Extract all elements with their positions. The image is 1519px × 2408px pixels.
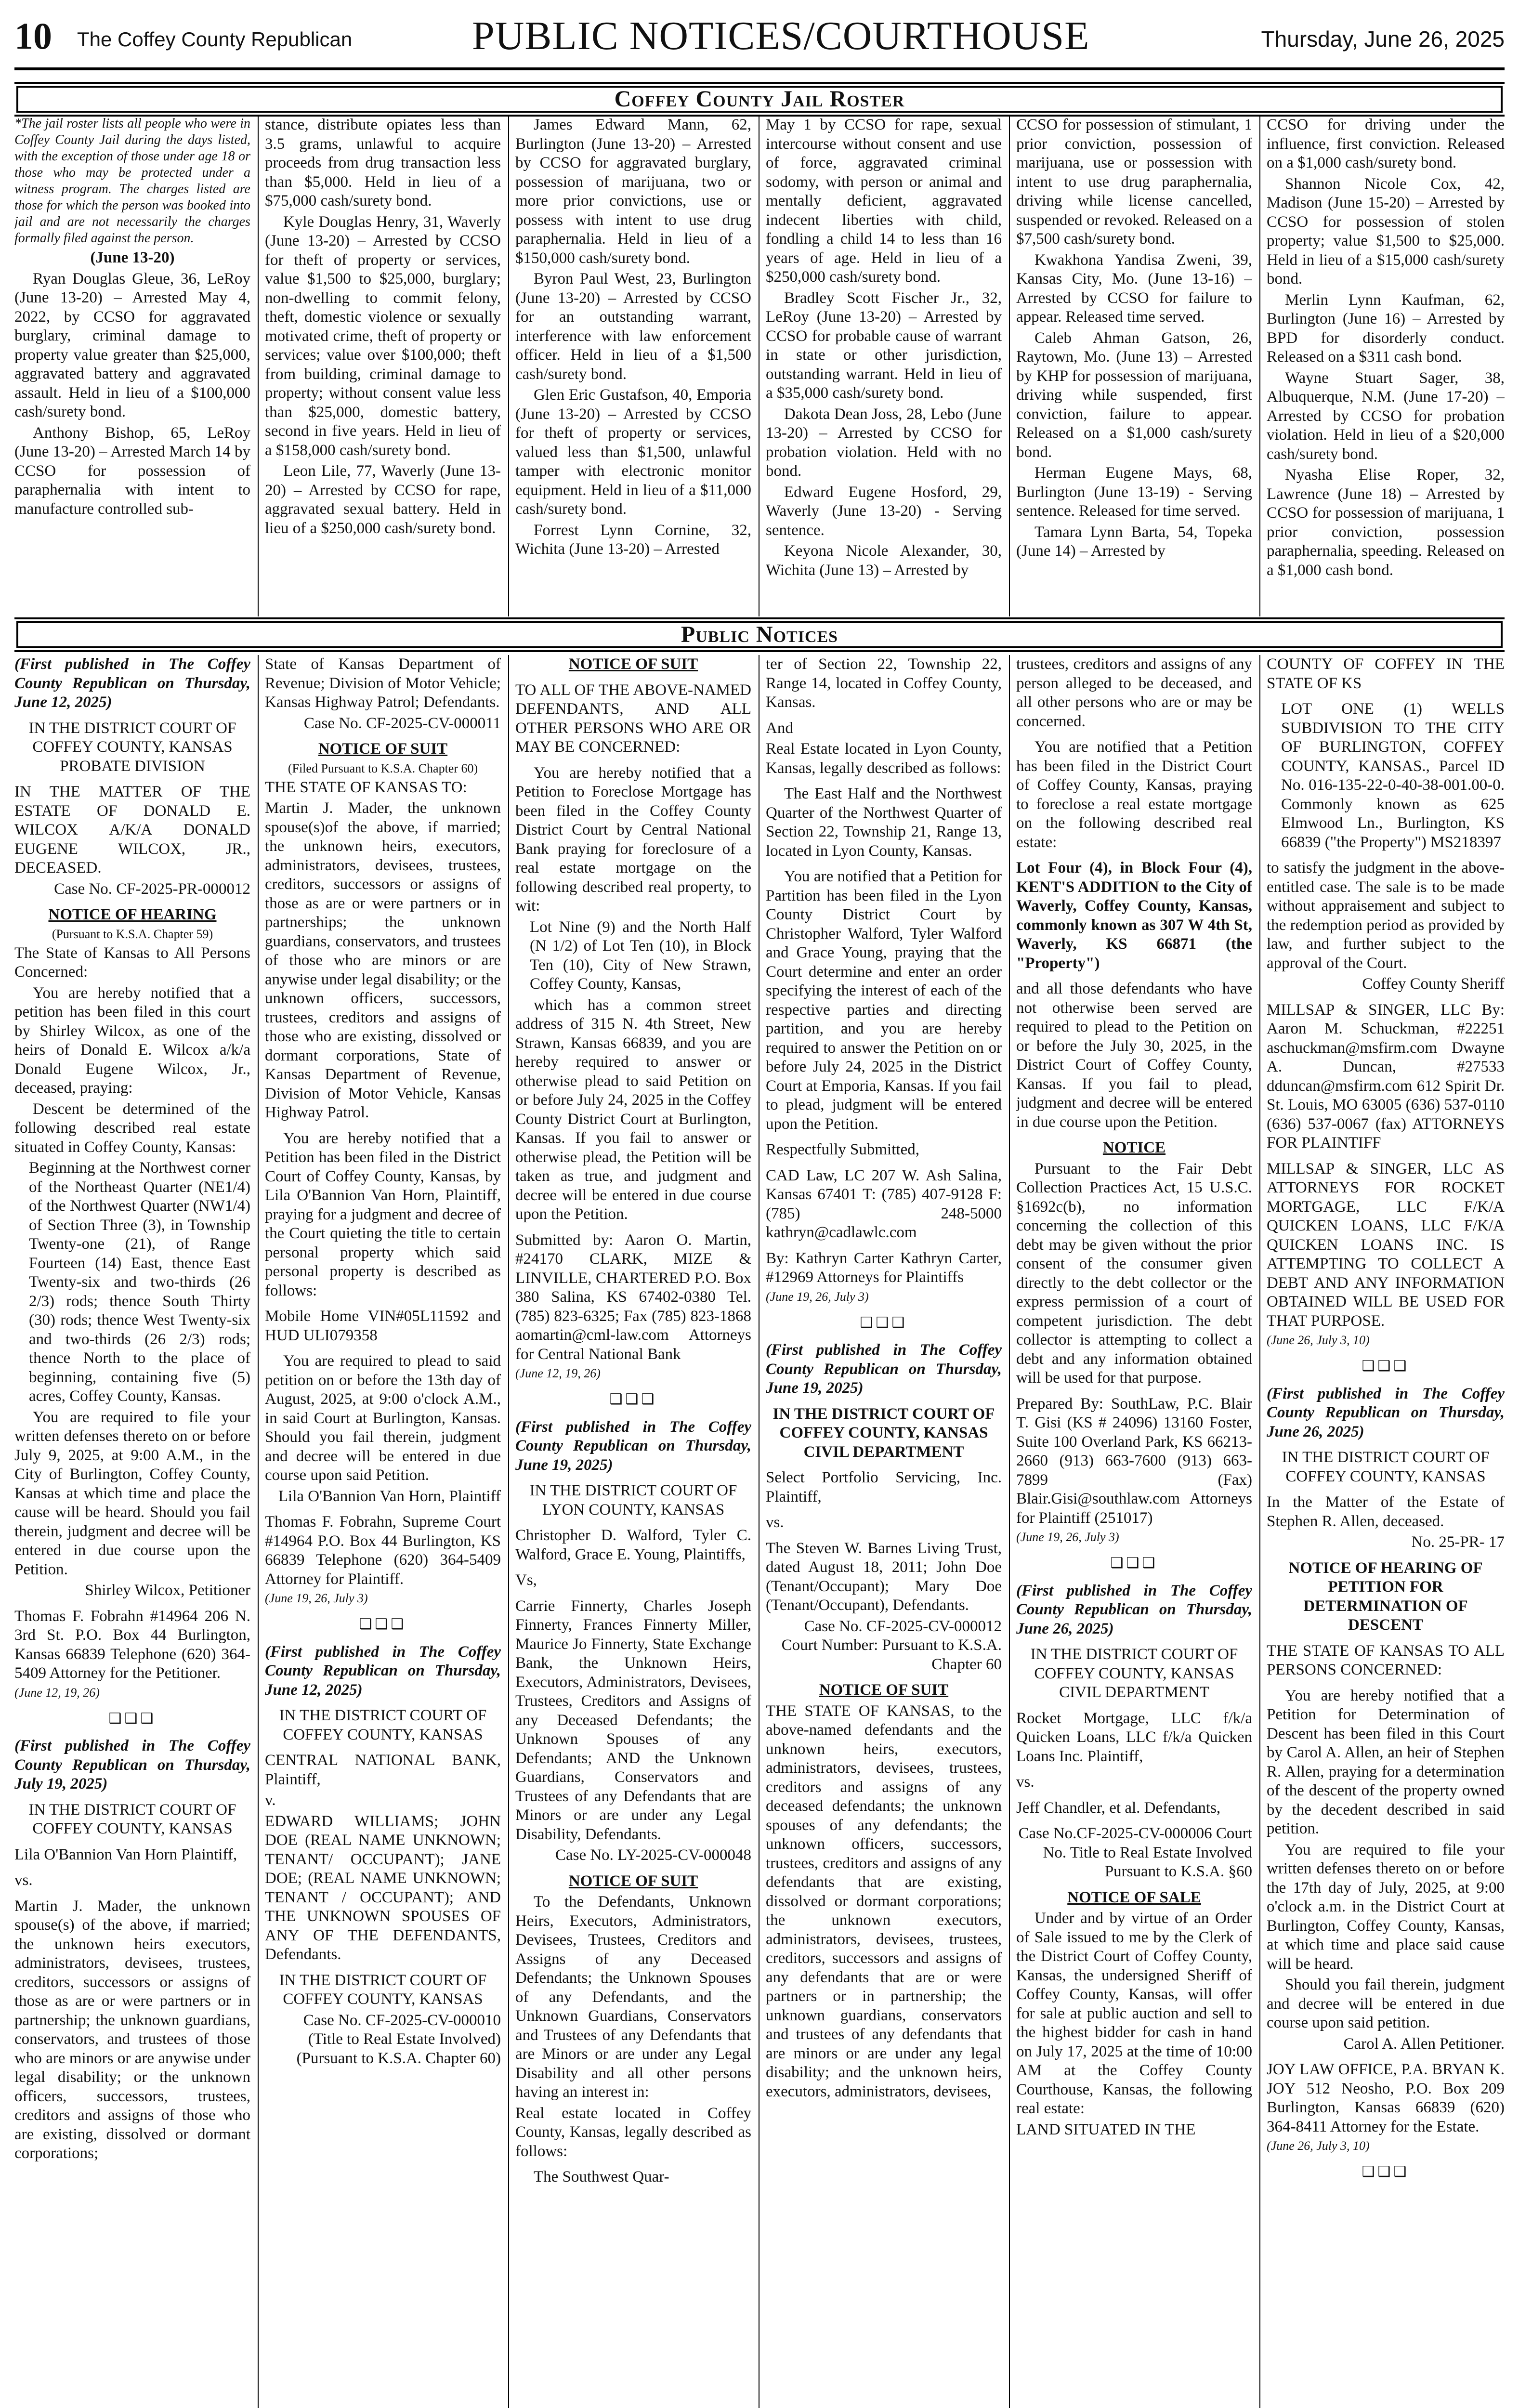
notice-body: TO ALL OF THE ABOVE-NAMED DEFENDANTS, AND ALL OTHER PERSONS WHO ARE OR MAY BE CONCERNED: [515, 681, 751, 756]
notice-body: Pursuant to the Fair Debt Collection Practices Act, 15 U.S.C. §1692c(b), no information concerning the collection of this debt may be given without the prior consent of the consumer given directly to the debt collector or the express permission of a court of competent jurisdiction. The debt collector is attempting to collect a debt and any information obtained will be used for that purpose. [1016, 1160, 1252, 1387]
jail-col-1 [14, 116, 250, 616]
notice-body: Under and by virtue of an Order of Sale issued to me by the Clerk of the District Court of Coffey County, Kansas, the undersigned Sheriff of Coffey County, Kansas, will offer for sale at public auction and sell to the highest bidder for cash in hand on July 17, 2025 at the time of 10:00 AM at the Coffey County Courthouse, Kansas, the following real estate: [1016, 1910, 1252, 2117]
case-caption: Martin J. Mader, the unknown spouse(s) of the above, if married; the unknown heirs executors, administrators, devisees, trustees, creditors, successors or assigns of those as are or were partners or in partnership; the unknown guardians, conservators, and trustees of those who are minors or are anywise under legal disability; or the unknown officers, successors, trustees, creditors and assigns of those who are existing, dissolved or dormant corporations; [14, 1897, 250, 2162]
separator-icon: ❑❑❑ [359, 1616, 407, 1632]
publication-line: (First published in The Coffey County Republican on Thursday, June 12, 2025) [14, 655, 250, 711]
signature: Coffey County Sheriff [1362, 975, 1505, 993]
case-caption: Select Portfolio Servicing, Inc. Plaintiff, [766, 1469, 1002, 1505]
roster-entry: Keyona Nicole Alexander, 30, Wichita (June 13) – Arrested by [766, 542, 1002, 579]
notice-body: You are required to plead to said petition on or before the 13th day of August, 2025, at 9:00 o'clock A.M., in said Court at Burlington, Kansas. Should you fail therein, judgment and decree will be entered in due course upon said Petition. [265, 1352, 501, 1484]
notice-body: Real estate located in Coffey County, Kansas, legally described as follows: [515, 2104, 751, 2160]
notice-body: You are notified that a Petition has been filed in the District Court of Coffey County, Kansas, praying to foreclose a real estate mortgage on the following described real estate: [1016, 738, 1252, 851]
case-caption: v. [265, 1792, 276, 1809]
separator-icon: ❑❑❑ [1362, 2164, 1410, 2180]
notice-body: You are required to file your written defenses thereto on or before the 17th day of July, 2025, at 9:00 o'clock a.m. in the District Court at Burlington, Coffey County, Kansas, at which time and place said cause will be heard. [1267, 1841, 1505, 1973]
notice-body: You are hereby notified that a Petition has been filed in the District Court of Coffey County, Kansas, by Lila O'Bannion Van Horn, Plaintiff, praying for a judgment and decree of the Court quieting the title to certain personal property which said personal property is described as follows: [265, 1129, 501, 1299]
case-caption: Rocket Mortgage, LLC f/k/a Quicken Loans, LLC f/k/a Quicken Loans Inc. Plaintiff, [1016, 1709, 1252, 1765]
roster-entry: CCSO for possession of stimulant, 1 prior conviction, possession of marijuana, use or possession with intent to use drug paraphernalia, driving while license cancelled, suspended or revoked. Released on a $7,500 cash/surety bond. [1016, 116, 1252, 248]
roster-entry: Ryan Douglas Gleue, 36, LeRoy (June 13-20) – Arrested May 4, 2022, by CCSO for aggravated burglary, criminal damage to property value greater than $25,000, aggravated battery and aggravated assault. Held in lieu of a $100,000 cash/surety bond. [14, 270, 250, 420]
legal-description: LOT ONE (1) WELLS SUBDIVISION TO THE CITY OF BURLINGTON, COFFEY COUNTY, KANSAS., Parcel ID No. 016-135-22-0-40-38-001.00-0. Commonly known as 625 Elmwood Ln., Burlington, KS 66839 ("the Property") MS218397 [1281, 700, 1505, 851]
publication-dates: (June 12, 19, 26) [14, 1685, 100, 1700]
roster-entry: May 1 by CCSO for rape, sexual intercourse without consent and use of force, aggravated criminal sodomy, with person or animal and mentally deficient, aggravated indecent liberties with child, fondling a child 14 to less than 16 years of age. Held in lieu of a $250,000 cash/surety bond. [766, 116, 1002, 286]
paper-name: The Coffey County Republican [77, 28, 353, 51]
attorney-block: Prepared By: SouthLaw, P.C. Blair T. Gisi (KS # 24096) 13160 Foster, Suite 100 Overland Park, KS 66213-2660 (913) 663-7600 (913) 663-7899 (Fax) Blair.Gisi@southlaw.com Attorneys for Plaintiff (251017) [1016, 1395, 1252, 1527]
publication-line: (First published in The Coffey County Republican on Thursday, June 19, 2025) [515, 1418, 751, 1474]
case-caption: Carrie Finnerty, Charles Joseph Finnerty, Frances Finnerty Miller, Maurice Jo Finnerty, State Exchange Bank, the Unknown Heirs, Executors, Administrators, Devisees, Trustees, Creditors and Assigns of any Deceased Defendants; the Unknown Spouses of any Defendants; AND the Unknown Guardians, Conservators and Trustees of any Defendants that are Minors or are under any Legal Disability, Defendants. [515, 1597, 751, 1843]
attorney-block: Thomas F. Fobrahn, Supreme Court #14964 P.O. Box 44 Burlington, KS 66839 Telephone (620) 364-5409 Attorney for Plaintiff. [265, 1513, 501, 1588]
roster-entry: Glen Eric Gustafson, 40, Emporia (June 13-20) – Arrested by CCSO for theft of property or services, valued less than $1,500, unlawful tamper with electronic monitor equipment. Held in lieu of a $11,000 cash/surety bond. [515, 386, 751, 518]
publication-line: (First published in The Coffey County Republican on Thursday, June 12, 2025) [265, 1643, 501, 1699]
case-caption: vs. [766, 1514, 784, 1531]
court-caption: IN THE DISTRICT COURT OF COFFEY COUNTY, KANSAS [279, 1707, 487, 1743]
attorney-block: By: Kathryn Carter Kathryn Carter, #12969 Attorneys for Plaintiffs [766, 1249, 1002, 1286]
legal-description: Beginning at the Northwest corner of the Northeast Quarter (NE1/4) of the Northwest Quarter (NW1/4) of Section Three (3), in Township Twenty-one (21), of Range Fourteen (14) East, thence East Twenty-six and two-thirds (26 2/3) rods; thence South Thirty (30) rods; thence West Twenty-six and two-thirds (26 2/3) rods; thence North to the place of beginning, containing five (5) acres, Coffey County, Kansas. [29, 1159, 250, 1405]
attorney-block: Submitted by: Aaron O. Martin, #24170 CLARK, MIZE & LINVILLE, CHARTERED P.O. Box 380 Salina, KS 67402-0380 Tel. (785) 823-6325; Fax (785) 823-1868 aomartin@cml-law.com Attorneys for Central National Bank [515, 1231, 751, 1363]
separator-icon: ❑❑❑ [860, 1314, 908, 1331]
notice-body: trustees, creditors and assigns of any person alleged to be deceased, and all other persons who are or may be concerned. [1016, 655, 1252, 730]
jail-col-5 [1016, 116, 1252, 616]
roster-entry: Edward Eugene Hosford, 29, Waverly (June 13-20) - Serving sentence. [766, 483, 1002, 539]
roster-entry: Kwakhona Yandisa Zweni, 39, Kansas City, Mo. (June 13-16) – Arrested by CCSO for failure to appear. Released time served. [1016, 251, 1252, 326]
notice-col-5 [1016, 655, 1252, 2408]
notice-heading: NOTICE OF HEARING OF PETITION FOR DETERMINATION OF DESCENT [1288, 1559, 1483, 1634]
notice-body: and all those defendants who have not otherwise been served are required to plead to the Petition on or before the July 30, 2025, in the District Court of Coffey County, Kansas. If you fail to plead, judgment and decree will be entered in due course upon the Petition. [1016, 980, 1252, 1131]
case-caption: The Steven W. Barnes Living Trust, dated August 18, 2011; John Doe (Tenant/Occupant); Mary Doe (Tenant/Occupant), Defendants. [766, 1539, 1002, 1614]
case-caption: IN THE MATTER OF THE ESTATE OF DONALD E. WILCOX A/K/A DONALD EUGENE WILCOX, JR., DECEASED. [14, 783, 250, 877]
roster-entry: Kyle Douglas Henry, 31, Waverly (June 13-20) – Arrested by CCSO for theft of property or services, value $1,500 to $25,000, burglary; non-dwelling to commit felony, theft, domestic violence or sexually motivated crime, theft of property or services; value over $100,000; theft from building, criminal damage to property; without consent value less than $25,000, domestic battery, second in five years. Held in lieu of a $158,000 cash/surety bond. [265, 213, 501, 459]
property-description: Mobile Home VIN#05L11592 and HUD ULI079358 [265, 1308, 501, 1344]
court-caption: IN THE DISTRICT COURT OF COFFEY COUNTY, KANSAS CIVIL DEPARTMENT [773, 1405, 995, 1461]
roster-entry: Bradley Scott Fischer Jr., 32, LeRoy (June 13-20) – Arrested by CCSO for probable cause of warrant in state or other jurisdiction, outstanding warrant. Held in lieu of a $35,000 cash/surety bond. [766, 289, 1002, 402]
case-caption: Christopher D. Walford, Tyler C. Walford, Grace E. Young, Plaintiffs, [515, 1527, 751, 1563]
notice-body: Should you fail therein, judgment and decree will be entered in due course upon said petition. [1267, 1976, 1505, 2031]
jail-roster-header: Coffey County Jail Roster [14, 82, 1505, 117]
publication-dates: (June 19, 26, July 3) [265, 1591, 368, 1605]
masthead [14, 10, 1505, 70]
notice-col-3 [515, 655, 751, 2408]
notice-heading: NOTICE OF HEARING [48, 906, 217, 923]
publication-dates: (June 26, July 3, 10) [1267, 2139, 1370, 2153]
notice-heading: NOTICE OF SUIT [819, 1681, 949, 1699]
roster-dates: (June 13-20) [90, 249, 175, 266]
signature: Lila O'Bannion Van Horn, Plaintiff [278, 1487, 501, 1505]
roster-entry: Herman Eugene Mays, 68, Burlington (June 13-19) - Serving sentence. Released for time served. [1016, 464, 1252, 520]
signature: Shirley Wilcox, Petitioner [85, 1582, 250, 1599]
publication-dates: (June 12, 19, 26) [515, 1366, 601, 1380]
case-caption: State of Kansas Department of Revenue; Division of Motor Vehicle; Kansas Highway Patrol; Defendants. [265, 655, 501, 711]
notice-body: Respectfully Submitted, [766, 1141, 919, 1158]
case-caption: Lila O'Bannion Van Horn Plaintiff, [14, 1845, 237, 1863]
notice-body: Martin J. Mader, the unknown spouse(s)of the above, if married; the unknown heirs, executors, administrators, devisees, trustees, creditors, successors or assigns of those as are or were partners or in partnerships; the unknown guardians, conservators, and trustees of those who are minors or are anywise under legal disability; or the unknown officers, successors, trustees, creditors and assigns of those who are existing, dissolved or dormant corporations, State of Kansas Department of Revenue, Division of Motor Vehicle, Kansas Highway Patrol. [265, 799, 501, 1121]
attorney-block: MILLSAP & SINGER, LLC By: Aaron M. Schuckman, #22251 aschuckman@msfirm.com Dwayne A. Duncan, #27533 dduncan@msfirm.com 612 Spirit Dr. St. Louis, MO 63005 (636) 537-0110 (636) 537-0067 (fax) ATTORNEYS FOR PLAINTIFF [1267, 1001, 1505, 1152]
roster-entry: Tamara Lynn Barta, 54, Topeka (June 14) – Arrested by [1016, 523, 1252, 560]
roster-entry: Merlin Lynn Kaufman, 62, Burlington (June 16) – Arrested by BPD for disorderly conduct. Released on a $311 cash bond. [1267, 291, 1505, 366]
court-caption: IN THE DISTRICT COURT OF COFFEY COUNTY, KANSAS PROBATE DIVISION [28, 719, 236, 775]
jail-col-3 [515, 116, 751, 616]
publication-dates: (June 19, 26, July 3) [1016, 1530, 1119, 1544]
notice-body: THE STATE OF KANSAS, to the above-named defendants and the unknown heirs, executors, administrators, devisees, trustees, creditors and assigns of any deceased defendants; the unknown spouses of any defendants; the unknown officers, successors, trustees, creditors and assigns of any defendants that are existing, dissolved or dormant corporations; the unknown executors, administrators, devisees, trustees, creditors, successors and assigns of any defendants that are or were partners or in partnership; the unknown guardians, conservators and trustees of any defendants that are minors or are under any legal disability; and the unknown heirs, executors, administrators, devisees, [766, 1702, 1002, 2100]
case-caption: vs. [14, 1871, 33, 1889]
roster-entry: Caleb Ahman Gatson, 26, Raytown, Mo. (June 13) – Arrested by KHP for possession of marijuana, driving while suspended, first conviction, failure to appear. Released on a $1,000 cash/surety bond. [1016, 329, 1252, 461]
case-number: Case No. CF-2025-CV-000010 (Title to Real Estate Involved) (Pursuant to K.S.A. Chapter 60) [296, 2011, 501, 2067]
case-caption: Vs, [515, 1571, 537, 1589]
case-number: Case No.CF-2025-CV-000006 Court No. Title to Real Estate Involved Pursuant to K.S.A. §60 [1018, 1825, 1252, 1880]
issue-date: Thursday, June 26, 2025 [1261, 26, 1505, 52]
publication-dates: (June 19, 26, July 3) [766, 1289, 869, 1304]
case-number: Case No. LY-2025-CV-000048 [555, 1846, 751, 1864]
separator-icon: ❑❑❑ [609, 1391, 657, 1407]
notice-body: You are hereby notified that a petition has been filed in this court by Shirley Wilcox, as one of the heirs of Donald E. Wilcox a/k/a Donald Eugene Wilcox, Jr., deceased, praying: [14, 984, 250, 1097]
legal-description: Lot Four (4), in Block Four (4), KENT'S ADDITION to the City of Waverly, Coffey County, Kansas, commonly known as 307 W 4th St, Waverly, KS 66871 (the "Property") [1016, 859, 1252, 972]
notice-body: To the Defendants, Unknown Heirs, Executors, Administrators, Devisees, Trustees, Creditors and Assigns of any Deceased Defendants; the Unknown Spouses of any Defendants, and the Unknown Guardians, Conservators and Trustees of any Defendants that are Minors or are under any Legal Disability and all other persons having an interest in: [515, 1893, 751, 2101]
notice-col-2 [265, 655, 501, 2408]
notice-body: You are hereby notified that a Petition for Determination of Descent has been filed in this Court by Carol A. Allen, an heir of Stephen R. Allen, praying for a determination of the descent of the property owned by the decedent described in said petition. [1267, 1687, 1505, 1837]
case-caption: vs. [1016, 1773, 1034, 1791]
publication-line: (First published in The Coffey County Republican on Thursday, July 19, 2025) [14, 1737, 250, 1793]
notice-col-6 [1267, 655, 1505, 2408]
case-caption: EDWARD WILLIAMS; JOHN DOE (REAL NAME UNKNOWN; TENANT/ OCCUPANT); JANE DOE; (REAL NAME UNKNOWN; TENANT / OCCUPANT); AND THE UNKNOWN SPOUSES OF ANY OF THE DEFENDANTS, Defendants. [265, 1812, 501, 1963]
case-caption: Jeff Chandler, et al. Defendants, [1016, 1799, 1221, 1817]
case-number: Case No. CF-2025-CV-000012 Court Number: Pursuant to K.S.A. Chapter 60 [781, 1617, 1002, 1673]
public-notices-header: Public Notices [14, 617, 1505, 652]
notice-col-4 [766, 655, 1002, 2408]
newspaper-page [14, 10, 1505, 2408]
notice-body: Descent be determined of the following described real estate situated in Coffey County, Kansas: [14, 1100, 250, 1156]
notice-heading: NOTICE OF SALE [1067, 1888, 1201, 1906]
notice-body: THE STATE OF KANSAS TO: [265, 778, 467, 796]
notice-body: You are notified that a Petition for Partition has been filed in the Lyon County District Court by Christopher Walford, Tyler Walford and Grace Young, praying that the Court determine and enter an order specifying the interest of each of the respective parties and directing partition, and you are hereby required to answer the Petition on or before July 24, 2025 in the District Court at Emporia, Kansas. If you fail to plead, judgment will be entered upon the Petition. [766, 868, 1002, 1133]
roster-entry: Anthony Bishop, 65, LeRoy (June 13-20) – Arrested March 14 by CCSO for possession of paraphernalia with intent to manufacture controlled sub- [14, 424, 250, 518]
jail-col-4 [766, 116, 1002, 616]
roster-entry: James Edward Mann, 62, Burlington (June 13-20) – Arrested by CCSO for aggravated burglary, possession of marijuana, two or more prior convictions, use or possess with intent to use drug paraphernalia. Held in lieu of a $150,000 cash/surety bond. [515, 116, 751, 267]
roster-entry: Shannon Nicole Cox, 42, Madison (June 15-20) – Arrested by CCSO for possession of stolen property; value $1,500 to $25,000. Held in lieu of a $15,000 cash/surety bond. [1267, 175, 1505, 288]
publication-dates: (June 26, July 3, 10) [1267, 1333, 1370, 1347]
roster-entry: stance, distribute opiates less than 3.5 grams, unlawful to acquire proceeds from drug transaction less than $5,000. Held in lieu of a $75,000 cash/surety bond. [265, 116, 501, 209]
section-title: PUBLIC NOTICES/COURTHOUSE [472, 13, 1090, 58]
legal-description: LAND SITUATED IN THE [1016, 2120, 1196, 2138]
legal-description: Lot Nine (9) and the North Half (N 1/2) of Lot Ten (10), in Block Ten (10), City of New Strawn, Coffey County, Kansas, [530, 918, 751, 993]
case-number: No. 25-PR- 17 [1411, 1533, 1505, 1551]
notice-body: And [766, 719, 793, 737]
case-number: Case No. CF-2025-CV-000011 [303, 714, 501, 732]
roster-entry: CCSO for driving under the influence, first conviction. Released on a $1,000 cash/surety bond. [1267, 116, 1505, 171]
separator-icon: ❑❑❑ [1362, 1358, 1410, 1374]
legal-description: ter of Section 22, Township 22, Range 14, located in Coffey County, Kansas. [766, 655, 1002, 711]
court-caption: IN THE DISTRICT COURT OF COFFEY COUNTY, KANSAS [279, 1971, 487, 2008]
attorney-block: Thomas F. Fobrahn #14964 206 N. 3rd St. P.O. Box 44 Burlington, Kansas 66839 Telephone (620) 364-5409 Attorney for the Petitioner. [14, 1607, 250, 1682]
jail-col-2 [265, 116, 501, 616]
court-caption: IN THE DISTRICT COURT OF COFFEY COUNTY, KANSAS CIVIL DEPARTMENT [1030, 1646, 1238, 1701]
roster-entry: Nyasha Elise Roper, 32, Lawrence (June 18) – Arrested by CCSO for possession of marijuana, 1 prior conviction, possession paraphernalia, speeding. Released on a $1,000 cash bond. [1267, 466, 1505, 579]
notice-heading: NOTICE OF SUIT [568, 1872, 698, 1890]
jail-roster [14, 116, 1505, 616]
notice-heading: NOTICE [1102, 1139, 1166, 1156]
jail-col-6 [1267, 116, 1505, 616]
court-caption: IN THE DISTRICT COURT OF COFFEY COUNTY, KANSAS [1282, 1449, 1490, 1485]
publication-line: (First published in The Coffey County Republican on Thursday, June 26, 2025) [1016, 1582, 1252, 1637]
notice-heading: NOTICE OF SUIT [318, 740, 448, 758]
notice-body: Real Estate located in Lyon County, Kansas, legally described as follows: [766, 740, 1002, 777]
separator-icon: ❑❑❑ [1110, 1555, 1158, 1571]
roster-entry: Wayne Stuart Sager, 38, Albuquerque, N.M. (June 17-20) – Arrested by CCSO for probation violation. Held in lieu of a $20,000 cash/surety bond. [1267, 369, 1505, 463]
notice-body: which has a common street address of 315 N. 4th Street, New Strawn, Kansas 66839, and you are hereby required to answer or otherwise plead to said Petition on or before July 24, 2025 in the Coffey County District Court at Burlington, Kansas. If you fail to answer or otherwise plead, the Petition will be taken as true, and judgment and decree will be entered in due course upon the Petition. [515, 996, 751, 1223]
roster-entry: Byron Paul West, 23, Burlington (June 13-20) – Arrested by CCSO for an outstanding warrant, interference with law enforcement officer. Held in lieu of a $1,500 cash/surety bond. [515, 270, 751, 383]
legal-description: The East Half and the Northwest Quarter of the Northwest Quarter of Section 22, Township 21, Range 13, located in Lyon County, Kansas. [766, 785, 1002, 860]
notice-body: You are required to file your written defenses thereto on or before July 9, 2025, at 9:00 A.M., in the City of Burlington, Coffey County, Kansas at which time and place the cause will be heard. Should you fail therein, judgment and decree will be entered in due course upon the Petition. [14, 1408, 250, 1578]
case-caption: In the Matter of the Estate of Stephen R. Allen, deceased. [1267, 1493, 1505, 1530]
legal-description: COUNTY OF COFFEY IN THE STATE OF KS [1267, 655, 1505, 692]
attorney-block: CAD Law, LC 207 W. Ash Salina, Kansas 67401 T: (785) 407-9128 F: (785) 248-5000 kathryn@cadlawlc.com [766, 1166, 1002, 1241]
roster-disclaimer: *The jail roster lists all people who were in Coffey County Jail during the days listed, with the exception of those under age 18 or those who may be protected under a witness program. The charges listed are those for which the person was booked into jail and are not necessarily the charges formally filed against the person. [14, 116, 250, 246]
page-number: 10 [14, 15, 52, 57]
court-caption: IN THE DISTRICT COURT OF LYON COUNTY, KANSAS [529, 1482, 737, 1518]
signature: Carol A. Allen Petitioner. [1343, 2035, 1505, 2053]
case-number: Case No. CF-2025-PR-000012 [54, 880, 250, 898]
attorney-block: JOY LAW OFFICE, P.A. BRYAN K. JOY 512 Neosho, P.O. Box 209 Burlington, Kansas 66839 (620) 364-8411 Attorney for the Estate. [1267, 2061, 1505, 2135]
roster-entry: Forrest Lynn Cornine, 32, Wichita (June 13-20) – Arrested [515, 521, 751, 558]
public-notices [14, 655, 1505, 2408]
notice-heading: NOTICE OF SUIT [568, 655, 698, 673]
notice-body: THE STATE OF KANSAS TO ALL PERSONS CONCERNED: [1267, 1642, 1505, 1678]
roster-entry: Dakota Dean Joss, 28, Lebo (June 13-20) – Arrested by CCSO for probation violation. Held with no bond. [766, 405, 1002, 480]
separator-icon: ❑❑❑ [108, 1710, 157, 1727]
case-caption: CENTRAL NATIONAL BANK, Plaintiff, [265, 1752, 501, 1788]
notice-body: The State of Kansas to All Persons Concerned: [14, 944, 250, 981]
court-caption: IN THE DISTRICT COURT OF COFFEY COUNTY, KANSAS [28, 1801, 236, 1837]
publication-line: (First published in The Coffey County Republican on Thursday, June 26, 2025) [1267, 1385, 1505, 1440]
notice-body: to satisfy the judgment in the above-entitled case. The sale is to be made without appraisement and subject to the redemption period as provided by law, and further subject to the approval of the Court. [1267, 859, 1505, 972]
roster-entry: Leon Lile, 77, Waverly (June 13-20) – Arrested by CCSO for rape, aggravated sexual battery. Held in lieu of a $250,000 cash/surety bond. [265, 462, 501, 537]
notice-body: MILLSAP & SINGER, LLC AS ATTORNEYS FOR ROCKET MORTGAGE, LLC F/K/A QUICKEN LOANS, LLC F/K/A QUICKEN LOANS INC. IS ATTEMPTING TO COLLECT A DEBT AND ANY INFORMATION OBTAINED WILL BE USED FOR THAT PURPOSE. [1267, 1160, 1505, 1330]
publication-line: (First published in The Coffey County Republican on Thursday, June 19, 2025) [766, 1341, 1002, 1397]
notice-subheading: (Filed Pursuant to K.S.A. Chapter 60) [288, 761, 478, 775]
notice-subheading: (Pursuant to K.S.A. Chapter 59) [52, 927, 213, 941]
notice-col-1 [14, 655, 250, 2408]
legal-description: The Southwest Quar- [534, 2168, 669, 2186]
notice-body: You are hereby notified that a Petition to Foreclose Mortgage has been filed in the Coffey County District Court by Central National Bank praying for foreclosure of a real estate mortgage on the following described real property, to wit: [515, 764, 751, 915]
